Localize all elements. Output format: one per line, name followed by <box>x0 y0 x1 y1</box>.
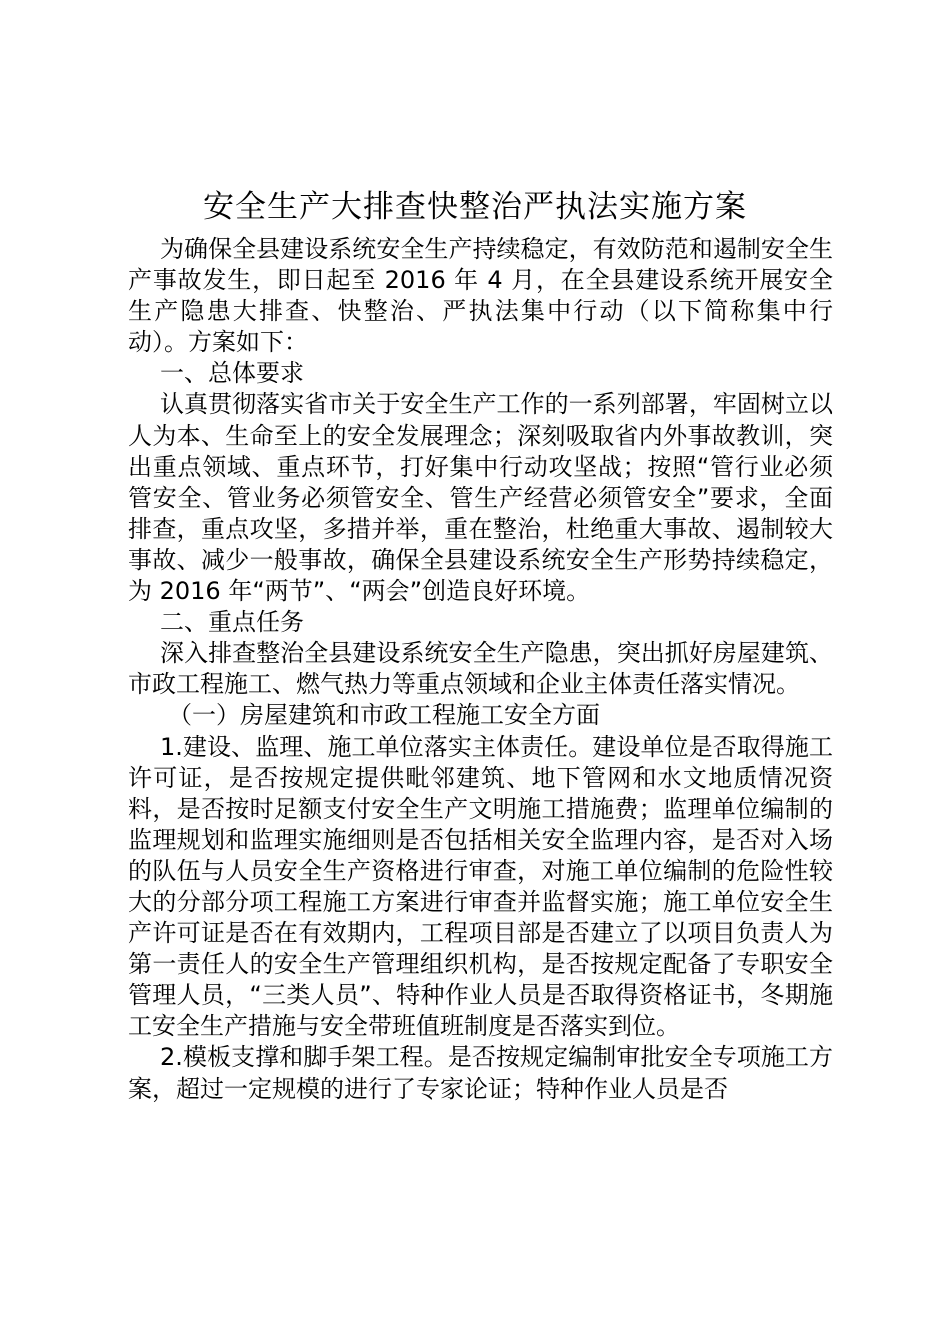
section-heading-key-tasks: 二、重点任务 <box>160 608 304 637</box>
general-requirements-paragraph: 认真贯彻落实省市关于安全生产工作的一系列部署，牢固树立以人为本、生命至上的安全发展理念；深刻吸取省内外事故教训，突出重点领域、重点环节，打好集中行动攻坚战；按照“管行业必须管安全、管业务必须管安全、管生产经营必须管安全”要求，全面排查，重点攻坚，多措并举，重在整治，杜绝重大事故、遏制较大事故、减少一般事故，确保全县建设系统安全生产形势持续稳定，为 2016 年“两节”、“两会”创造良好环境。 <box>128 390 833 606</box>
document-title: 安全生产大排查快整治严执法实施方案 <box>203 189 747 225</box>
subsection-heading-construction-safety: （一）房屋建筑和市政工程施工安全方面 <box>168 701 600 730</box>
item-2-paragraph: 2.模板支撑和脚手架工程。是否按规定编制审批安全专项施工方案，超过一定规模的进行了专家论证；特种作业人员是否 <box>128 1043 833 1103</box>
intro-paragraph: 为确保全县建设系统安全生产持续稳定，有效防范和遏制安全生产事故发生，即日起至 2016 年 4 月，在全县建设系统开展安全生产隐患大排查、快整治、严执法集中行动（以下简称集中行动）。方案如下： <box>128 235 833 357</box>
item-1-paragraph: 1.建设、监理、施工单位落实主体责任。建设单位是否取得施工许可证，是否按规定提供毗邻建筑、地下管网和水文地质情况资料，是否按时足额支付安全生产文明施工措施费；监理单位编制的监理规划和监理实施细则是否包括相关安全监理内容，是否对入场的队伍与人员安全生产资格进行审查，对施工单位编制的危险性较大的分部分项工程施工方案进行审查并监督实施；施工单位安全生产许可证是否在有效期内，工程项目部是否建立了以项目负责人为第一责任人的安全生产管理组织机构，是否按规定配备了专职安全管理人员，“三类人员”、特种作业人员是否取得资格证书，冬期施工安全生产措施与安全带班值班制度是否落实到位。 <box>128 732 833 1041</box>
document-body <box>128 234 833 1105</box>
section-heading-general-requirements: 一、总体要求 <box>160 359 304 388</box>
key-tasks-paragraph: 深入排查整治全县建设系统安全生产隐患，突出抓好房屋建筑、市政工程施工、燃气热力等重点领域和企业主体责任落实情况。 <box>128 639 833 699</box>
